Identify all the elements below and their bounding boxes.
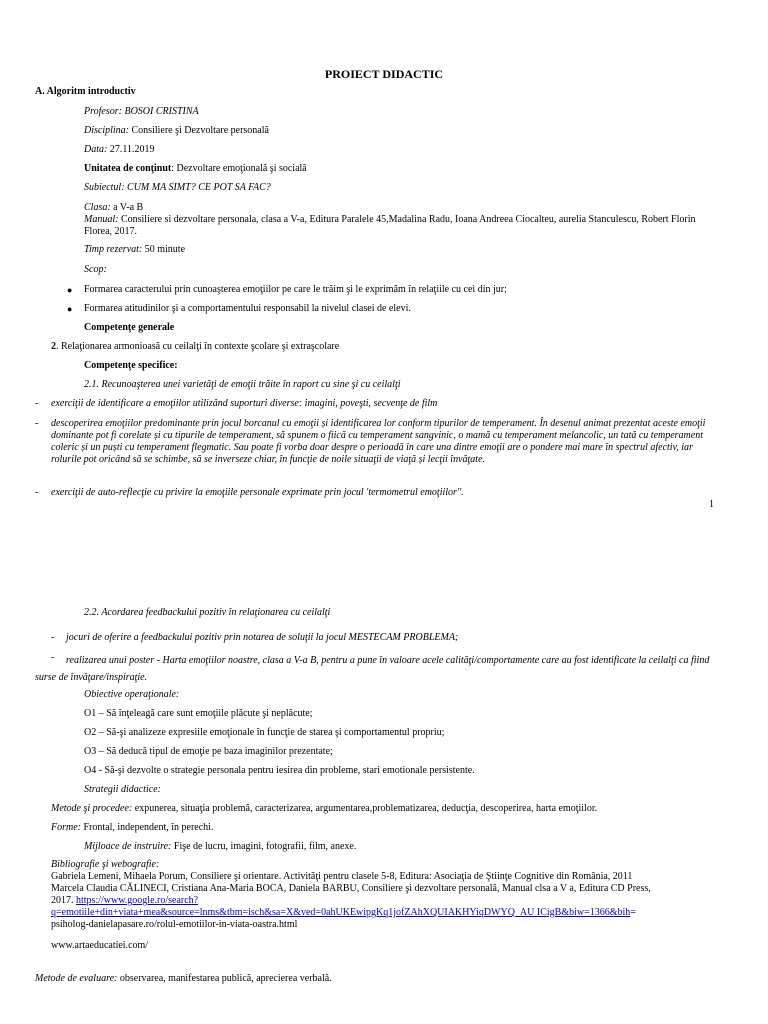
dash-marker: - (51, 632, 55, 643)
unitatea-value: : Dezvoltare emoţională şi socială (171, 163, 307, 174)
evaluare-line (35, 973, 332, 985)
data-line (84, 144, 154, 156)
cs21-item: descoperirea emoţiilor predominante prin jocul borcanul cu emoţii și identificarea lor conform tipurilor de temperament. În desenul animat prezentat aceste emoţii dominante pot fi corelate și cu tipurile de temperament, să spunem o fiică cu temperament sangvinic, o mamă cu temperament melancolic, un tată cu temperament coleric și un puști cu temperament flegmatic. Sau poate fi vorba doar despre o perioadă în care una dintre emoţii are o pondere mai mare în spectrul afectiv, iar rolurile pot oricând să se schimbe, să se inverseze chiar, în funcţie de noile situaţii de viaţă și lecţii învăţate. (51, 418, 706, 465)
link-tail: = (630, 907, 636, 918)
forme-line (51, 822, 213, 834)
page-number: 1 (709, 499, 714, 510)
obiective-heading: Obiective operaţionale: (84, 689, 180, 700)
obiectiv-item: O4 - Să-şi dezvolte o strategie personala pentru iesirea din probleme, stari emotionale persistente. (84, 765, 475, 776)
clasa-line (84, 202, 143, 214)
timp-value: 50 minute (142, 244, 186, 255)
dash-marker: - (35, 487, 39, 498)
google-search-link[interactable]: https://www.google.ro/search? (76, 895, 199, 906)
cs22-item: jocuri de oferire a feedbackului pozitiv prin notarea de soluţii la jocul MESTECAM PROBLEMA; (66, 632, 459, 643)
bullet-icon: ● (67, 285, 73, 295)
profesor-line (84, 106, 199, 118)
timp-label: Timp rezervat: (84, 244, 143, 255)
disciplina-label: Disciplina: (84, 125, 129, 136)
bullet-icon: ● (67, 304, 73, 314)
clasa-value: a V-a B (110, 202, 144, 213)
cs21-item: exerciţii de identificare a emoţiilor utilizând suporturi diverse: imagini, poveşti, secvenţe de film (51, 398, 438, 409)
subiectul-line: Subiectul: CUM MA SIMT? CE POT SA FAC? (84, 182, 271, 193)
profesor-label: Profesor: (84, 106, 122, 117)
metode-label: Metode şi procedee: (51, 803, 133, 814)
scop-item: Formarea caracterului prin cunoaşterea emoţiilor pe care le trăim şi le exprimăm în relaţiile cu cei din jur; (84, 284, 507, 295)
data-value: 27.11.2019 (107, 144, 155, 155)
bibliografie-heading: Bibliografie şi webografie: (51, 859, 160, 870)
competente-generale-heading: Competenţe generale (84, 322, 175, 333)
metode-value: expunerea, situaţia problemă, caracterizarea, argumentarea,problematizarea, deducţia, descoperirea, harta emoţiilor. (132, 803, 598, 814)
obiectiv-item: O1 – Să înţeleagă care sunt emoţiile plăcute şi neplăcute; (84, 708, 313, 719)
manual-paragraph (84, 214, 724, 238)
disciplina-value: Consiliere şi Dezvoltare personală (129, 125, 269, 136)
section-a-heading: A. Algoritm introductiv (35, 86, 136, 97)
clasa-label: Clasa: (84, 202, 111, 213)
biblio-entry-link-line (51, 895, 198, 907)
google-search-link-cont[interactable]: q=emotiile+din+viata+mea&source=lnms&tbm=isch&sa=X&ved=0ahUKEwipgKq1jofZAhXQUIAKHYiqDWYQ_AU ICigB&biw=1366&bih (51, 907, 631, 918)
biblio-entry: www.artaeducatiei.com/ (51, 940, 149, 951)
cg2-number: 2 (51, 341, 56, 352)
dash-marker: - (51, 652, 55, 663)
unitatea-label: Unitatea de conţinut (84, 163, 172, 174)
document-title: PROIECT DIDACTIC (324, 67, 444, 81)
biblio-entry: Gabriela Lemeni, Mihaela Porum, Consiliere şi orientare. Activităţi pentru clasele 5-8, Editura: Asociaţia de Ştiinţe Cognitive din România, 2011 (51, 871, 633, 882)
metode-line (51, 803, 597, 815)
unitatea-line (84, 163, 307, 175)
mijloace-label: Mijloace de instruire: (84, 841, 172, 852)
cs22-heading: 2.2. Acordarea feedbackului pozitiv în relaţionarea cu ceilalţi (84, 607, 331, 618)
evaluare-label: Metode de evaluare: (35, 973, 118, 984)
cg2-text: . Relaţionarea armonioasă cu ceilalţi în contexte şcolare şi extraşcolare (56, 341, 340, 352)
mijloace-line (84, 841, 356, 853)
mijloace-value: Fişe de lucru, imagini, fotografii, film, anexe. (171, 841, 357, 852)
cs21-heading: 2.1. Recunoaşterea unei varietăţi de emoţii trăite în raport cu sine şi cu ceilalţi (84, 379, 401, 390)
scop-label: Scop: (84, 264, 107, 275)
forme-value: Frontal, independent, în perechi. (81, 822, 214, 833)
obiectiv-item: O2 – Să-şi analizeze expresiile emoţionale în funcţie de starea şi comportamentul propriu; (84, 727, 445, 738)
manual-label: Manual: (84, 214, 119, 225)
dash-marker: - (35, 418, 39, 429)
biblio-link-continuation (51, 907, 636, 919)
biblio-entry: Marcela Claudia CĂLINECI, Cristiana Ana-Maria BOCA, Daniela BARBU, Consiliere şi dezvoltare personală, Manual clsa a V a, Editura CD Press, (51, 883, 651, 894)
scop-item: Formarea atitudinilor şi a comportamentului responsabil la nivelul clasei de elevi. (84, 303, 411, 314)
data-label: Data: (84, 144, 108, 155)
strategii-heading: Strategii didactice: (84, 784, 161, 795)
forme-label: Forme: (51, 822, 81, 833)
competenta-generala-2 (51, 341, 339, 353)
manual-value: Consiliere si dezvoltare personala, clasa a V-a, Editura Paralele 45,Madalina Radu, Ioana Andreea Ciocalteu, aurelia Stanculescu, Robert Florin Florea, 2017. (84, 214, 696, 237)
cs22-item: realizarea unui poster - Harta emoţiilor noastre, clasa a V-a B, pentru a pune în valoare acele calităţi/comportamente care au fost identificate la ceilalţi ca fiind surse de învăţare/inspiraţie. (35, 655, 710, 683)
timp-line (84, 244, 185, 256)
dash-marker: - (35, 398, 39, 409)
disciplina-line (84, 125, 269, 137)
cs21-item: exerciţii de auto-reflecţie cu privire la emoţiile personale exprimate prin jocul 'termometrul emoţiilor''. (51, 487, 464, 498)
obiectiv-item: O3 – Să deducă tipul de emoţie pe baza imaginilor prezentate; (84, 746, 333, 757)
evaluare-value: observarea, manifestarea publică, aprecierea verbală. (117, 973, 332, 984)
profesor-value: BOSOI CRISTINA (121, 106, 199, 117)
biblio-entry: psiholog-danielapasare.ro/rolul-emotiilor-in-viata-oastra.html (51, 919, 298, 930)
competente-specifice-heading: Competenţe specifice: (84, 360, 178, 371)
biblio-year: 2017. (51, 895, 74, 906)
